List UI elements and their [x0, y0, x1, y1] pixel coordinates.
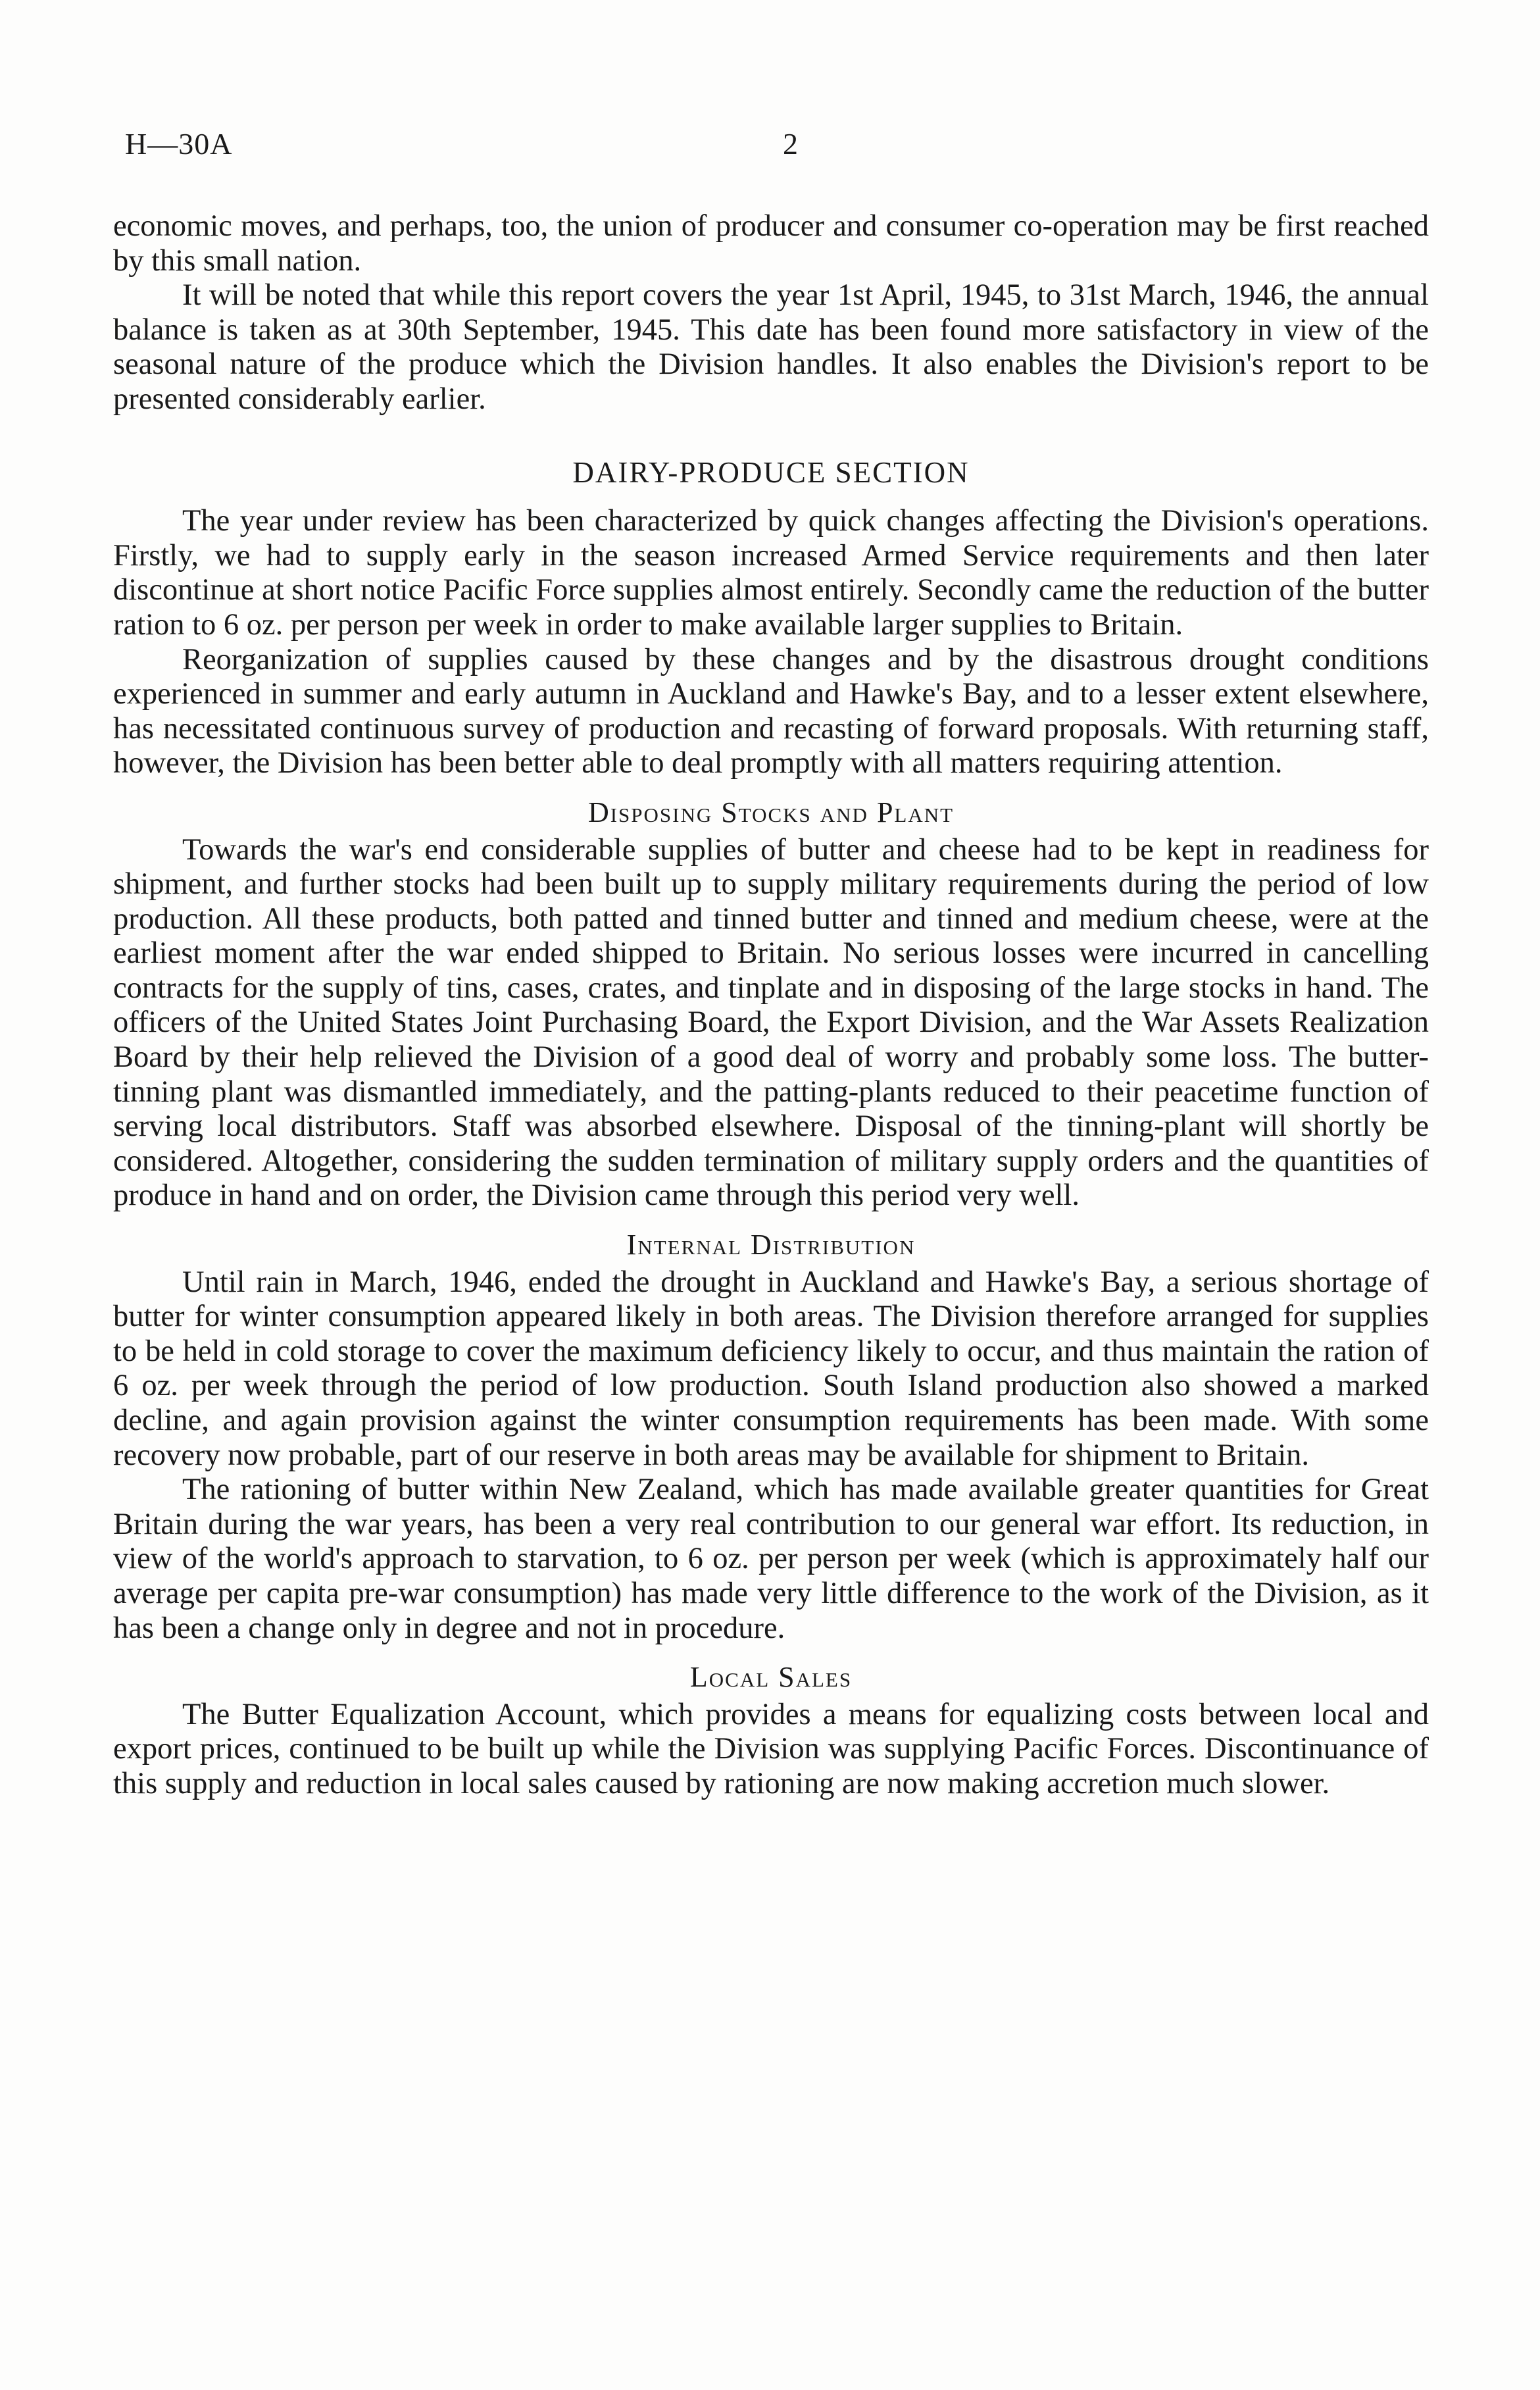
page-header [125, 126, 1414, 179]
dairy-paragraph-2: Reorganization of supplies caused by these changes and by the disastrous drought conditions experienced in summer and early autumn in Auckland and Hawke's Bay, and to a lesser extent elsewhere, has necessitated continuous survey of production and recasting of forward proposals. With returning staff, however, the Division has been better able to deal promptly with all matters requiring attention. [113, 642, 1429, 780]
dairy-paragraph-1: The year under review has been characterized by quick changes affecting the Division's operations. Firstly, we had to supply early in the season increased Armed Service requirements and then later discontinue at short notice Pacific Force supplies almost entirely. Secondly came the reduction of the butter ration to 6 oz. per person per week in order to make available larger supplies to Britain. [113, 504, 1429, 642]
internal-paragraph-1: Until rain in March, 1946, ended the drought in Auckland and Hawke's Bay, a serious shortage of butter for winter consumption appeared likely in both areas. The Division therefore arranged for supplies to be held in cold storage to cover the maximum deficiency likely to occur, and thus maintain the ration of 6 oz. per week through the period of low production. South Island production also showed a marked decline, and again provision against the winter consumption requirements has been made. With some recovery now probable, part of our reserve in both areas may be available for shipment to Britain. [113, 1265, 1429, 1472]
dairy-section-heading: DAIRY-PRODUCE SECTION [572, 455, 970, 489]
disposing-paragraph: Towards the war's end considerable supplies of butter and cheese had to be kept in readiness for shipment, and further stocks had been built up to supply military requirements during the period of low production. All these products, both patted and tinned butter and tinned and medium cheese, were at the earliest moment after the war ended shipped to Britain. No serious losses were incurred in cancelling contracts for the supply of tins, cases, crates, and tinplate and in disposing of the large stocks in hand. The officers of the United States Joint Purchasing Board, the Export Division, and the War Assets Realization Board by their help relieved the Division of a good deal of worry and probably some loss. The butter-tinning plant was dismantled immediately, and the patting-plants reduced to their peacetime function of serving local distributors. Staff was absorbed elsewhere. Disposal of the tinning-plant will shortly be considered. Altogether, considering the sudden termination of military supply orders and the quantities of produce in hand and on order, the Division came through this period very well. [113, 832, 1429, 1213]
intro-paragraph-continuation: economic moves, and perhaps, too, the union of producer and consumer co-operation may be first reached by this small nation. [113, 209, 1429, 278]
document-code: H—30A [125, 127, 233, 161]
page-number: 2 [783, 127, 798, 161]
disposing-stocks-heading: Disposing Stocks and Plant [587, 796, 955, 828]
internal-distribution-heading: Internal Distribution [626, 1229, 916, 1261]
body-text [113, 209, 1429, 1802]
intro-paragraph-report-period: It will be noted that while this report covers the year 1st April, 1945, to 31st March, 1946, the annual balance is taken as at 30th September, 1945. This date has been found more satisfactory in view of the seasonal nature of the produce which the Division handles. It also enables the Division's report to be presented considerably earlier. [113, 278, 1429, 416]
local-sales-heading: Local Sales [689, 1661, 853, 1694]
internal-paragraph-2: The rationing of butter within New Zealand, which has made available greater quantities for Great Britain during the war years, has been a very real contribution to our general war effort. Its reduction, in view of the world's approach to starvation, to 6 oz. per person per week (which is approximately half our average per capita pre-war consumption) has made very little difference to the work of the Division, as it has been a change only in degree and not in procedure. [113, 1473, 1429, 1645]
local-sales-paragraph: The Butter Equalization Account, which provides a means for equalizing costs between local and export prices, continued to be built up while the Division was supplying Pacific Forces. Discontinuance of this supply and reduction in local sales caused by rationing are now making accretion much slower. [113, 1697, 1429, 1800]
